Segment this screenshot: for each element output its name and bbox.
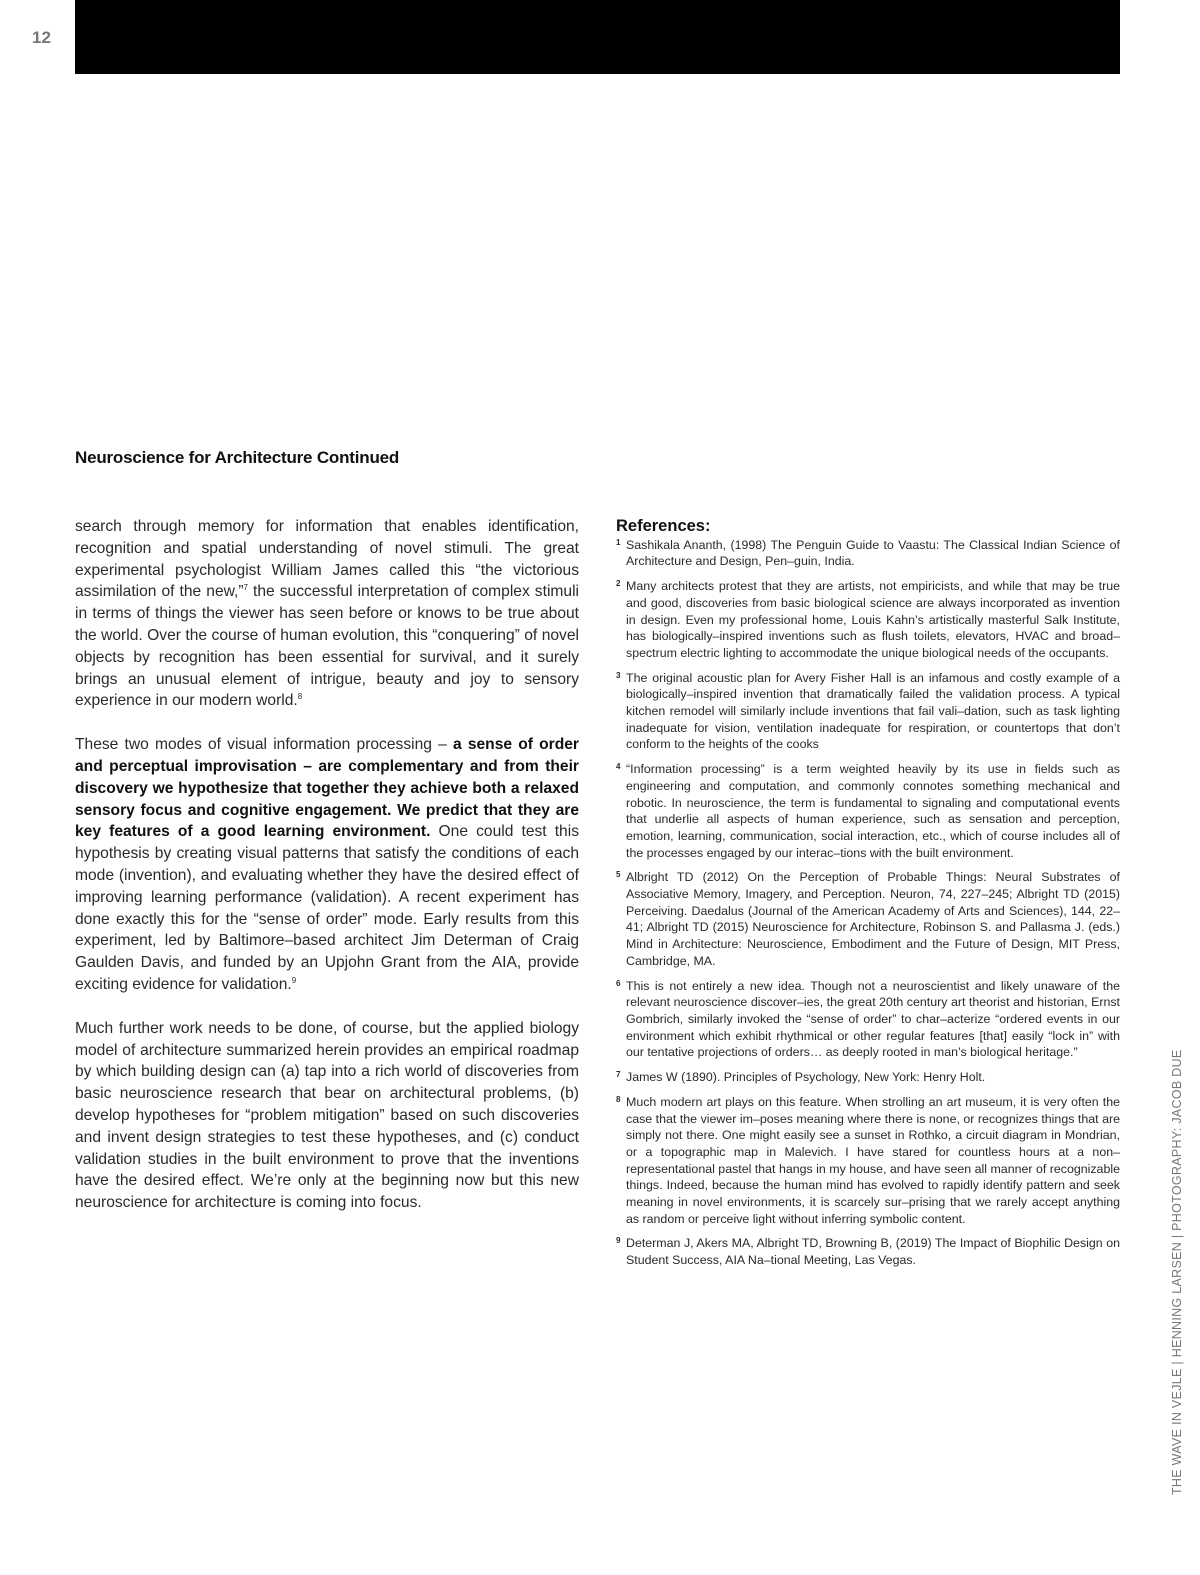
reference-number: 3	[616, 670, 621, 680]
reference-text: Many architects protest that they are artists, not empiricists, and while that may be true and good, discoveries from basic biological science are always incorporated as invention in design. Even my professional home, Louis Kahn’s artistically masterful Salk Institute, has biologically–inspired inventions such as flush toilets, elevators, HVAC and broad–spectrum electric lighting to accommodate the unique biological needs of the occupants.	[626, 579, 1120, 660]
reference-number: 1	[616, 537, 621, 547]
reference-text: Determan J, Akers MA, Albright TD, Browning B, (2019) The Impact of Biophilic Design on Student Success, AIA Na–tional Meeting, Las Vegas.	[626, 1236, 1120, 1268]
footnote-ref-8: 8	[297, 692, 303, 702]
reference-number: 5	[616, 870, 621, 880]
references-column	[616, 518, 1120, 1277]
main-text-column	[75, 516, 579, 1236]
footnote-ref-7: 7	[243, 583, 248, 593]
paragraph-1	[75, 516, 579, 712]
reference-item	[616, 578, 1120, 662]
reference-text: The original acoustic plan for Avery Fisher Hall is an infamous and costly example of a biologically–inspired invention that dramatically failed the validation process. A typical kitchen remodel will similarly include inventions that fail vali–dation, such as task lighting inadequate for vision, ventilation inadequate for respiration, or countertops that don’t conform to the heights of the cooks	[626, 670, 1120, 752]
reference-item	[616, 761, 1120, 861]
paragraph-3: Much further work needs to be done, of course, but the applied biology model of architecture summarized herein provides an empirical roadmap by which building design can (a) tap into a rich world of discoveries from basic neuroscience research that bear on architectural problems, (b) develop hypotheses for “problem mitigation” based on such discoveries and invent design strategies to test these hypotheses, and (c) conduct validation studies in the built environment to prove that the inventions have the desired effect. We’re only at the beginning now but this new neuroscience for architecture is coming into focus.	[75, 1019, 579, 1212]
reference-text: Sashikala Ananth, (1998) The Penguin Guide to Vaastu: The Classical Indian Science of Architecture and Design, Pen–guin, India.	[626, 537, 1120, 569]
section-heading: Neuroscience for Architecture Continued	[75, 448, 400, 467]
reference-number: 7	[616, 1070, 621, 1080]
reference-number: 8	[616, 1094, 621, 1104]
reference-item	[616, 1069, 1120, 1086]
reference-text: Much modern art plays on this feature. When strolling an art museum, it is very often the case that the viewer im–poses meaning where there is none, or recognizes things that are simply not there. One might easily see a sunset in Rothko, a circuit diagram in Mondrian, or a topographic map in Malevich. I have stared for countless hours at a non–representational pastel that hangs in my house, and have seen all manner of recognizable things. Indeed, because the human mind has evolved to rapidly identify pattern and seek meaning in novel environments, it is scarcely sur–prising that we rarely accept anything as random or perceive light without inferring symbolic content.	[626, 1094, 1120, 1226]
paragraph-2	[75, 734, 579, 996]
reference-text: James W (1890). Principles of Psychology, New York: Henry Holt.	[626, 1070, 986, 1085]
reference-text: “Information processing” is a term weighted heavily by its use in fields such as engineering and computation, and commonly connotes something mechanical and robotic. In neuroscience, the term is fundamental to signaling and computational events that underlie all aspects of human experience, such as sensation and perception, emotion, learning, communication, social interaction, etc., which of course includes all of the processes engaged by our interac–tions with the built environment.	[626, 762, 1120, 860]
photo-image	[75, 0, 1120, 74]
reference-item	[616, 869, 1120, 969]
paragraph-2-text-cont: One could test this hypothesis by creating visual patterns that satisfy the conditions of each mode (invention), and evaluating whether they have the desired effect of improving learning performance (validation). A recent experiment has done exactly this for the “sense of order” mode. Early results from this experiment, led by Baltimore–based architect Jim Determan of Craig Gaulden Davis, and funded by an Upjohn Grant from the AIA, provide exciting evidence for validation.	[75, 823, 579, 993]
paragraph-1-text-cont: the successful interpretation of complex stimuli in terms of things the viewer has seen before or knows to be true about the world. Over the course of human evolution, this “conquering” of novel objects by recognition has been essential for survival, and it surely brings an unusual element of intrigue, beauty and joy to sensory experience in our modern world.	[75, 583, 579, 710]
reference-text: This is not entirely a new idea. Though not a neuroscientist and likely unaware of the relevant neuroscience discover–ies, the great 20th century art theorist and historian, Ernst Gombrich, similarly invoked the “sense of order” to char–acterize “ordered events in our environment which exhibit rhythmical or other regular features [that] easily “lock in” with our tentative projections of orders… as deeply rooted in man’s biological heritage.”	[626, 978, 1120, 1060]
reference-item	[616, 537, 1120, 570]
reference-item	[616, 1235, 1120, 1268]
page-number: 12	[32, 28, 51, 47]
paragraph-2-bold: a sense of order and perceptual improvisation – are complementary and from their discovery we hypothesize that together they achieve both a relaxed sensory focus and cognitive engagement. We predict that they are key features of a good learning environment.	[75, 736, 580, 841]
reference-number: 2	[616, 579, 621, 589]
reference-number: 9	[616, 1236, 621, 1246]
reference-number: 4	[616, 762, 621, 772]
paragraph-2-text: These two modes of visual information processing –	[75, 736, 453, 754]
photo-credit: THE WAVE IN VEJLE | HENNING LARSEN | PHOTOGRAPHY: JACOB DUE	[1170, 1049, 1184, 1495]
reference-item	[616, 1094, 1120, 1228]
reference-text: Albright TD (2012) On the Perception of Probable Things: Neural Substrates of Associative Memory, Imagery, and Perception. Neuron, 74, 227–245; Albright TD (2015) Perceiving. Daedalus (Journal of the American Academy of Arts and Sciences), 144, 22–41; Albright TD (2015) Neuroscience for Architecture, Robinson S. and Pallasma J. (eds.) Mind in Architecture: Neuroscience, Embodiment and the Future of Design, MIT Press, Cambridge, MA.	[626, 870, 1120, 968]
reference-item	[616, 978, 1120, 1062]
paragraph-1-text: search through memory for information that enables identification, recognition and spatial understanding of novel stimuli. The great experimental psychologist William James called this “the victorious assimilation of the new,”	[75, 518, 579, 601]
reference-number: 6	[616, 978, 621, 988]
footnote-ref-9: 9	[291, 975, 297, 985]
reference-item	[616, 670, 1120, 754]
references-title: References:	[616, 517, 711, 535]
